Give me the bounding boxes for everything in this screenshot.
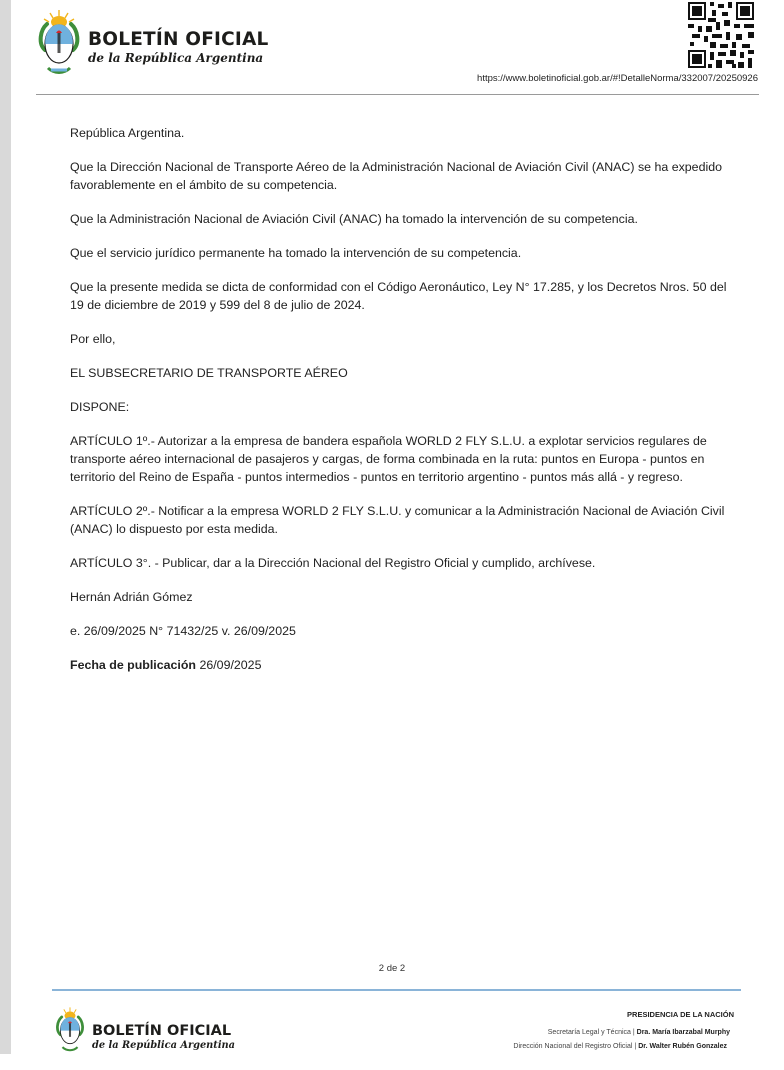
separator: | xyxy=(634,1043,637,1050)
body-paragraph: Que la Administración Nacional de Aviación Civil (ANAC) ha tomado la intervención de su competencia. xyxy=(70,212,638,226)
separator: | xyxy=(632,1029,635,1036)
header-divider xyxy=(36,94,759,95)
publication-date: 26/09/2025 xyxy=(199,658,262,672)
direccion-label: Dirección Nacional del Registro Oficial xyxy=(513,1043,633,1050)
presidencia-label: PRESIDENCIA DE LA NACIÓN xyxy=(627,1010,734,1019)
page-header xyxy=(36,6,758,94)
publication-date-line xyxy=(70,656,730,674)
article-2: ARTÍCULO 2º.- Notificar a la empresa WORLD 2 FLY S.L.U. y comunicar a la Administración Nacional de Aviación Civil (ANAC) lo dispuesto por esta medida. xyxy=(70,504,725,536)
secretaria-name: Dra. María Ibarzabal Murphy xyxy=(636,1029,730,1036)
page-left-edge xyxy=(0,0,11,1054)
document-url: https://www.boletinoficial.gob.ar/#!DetalleNorma/332007/20250926 xyxy=(477,73,758,84)
footer-divider xyxy=(52,989,741,991)
body-paragraph: Que la Dirección Nacional de Transporte Aéreo de la Administración Nacional de Aviación Civil (ANAC) se ha expedido favorablemente en el ámbito de su competencia. xyxy=(70,160,723,192)
document-body xyxy=(70,124,730,690)
brand-subtitle: de la República Argentina xyxy=(88,51,264,65)
footer-brand-subtitle: de la República Argentina xyxy=(92,1040,236,1051)
page-number: 2 de 2 xyxy=(378,963,406,974)
edition-reference: e. 26/09/2025 N° 71432/25 v. 26/09/2025 xyxy=(70,624,296,638)
publication-label: Fecha de publicación xyxy=(70,658,196,672)
footer-brand-title: BOLETÍN OFICIAL xyxy=(92,1023,232,1039)
article-3: ARTÍCULO 3°. - Publicar, dar a la Dirección Nacional del Registro Oficial y cumplido, archívese. xyxy=(70,556,596,570)
qr-code-icon xyxy=(688,2,754,68)
argentine-coat-of-arms-icon xyxy=(54,1006,86,1054)
signatory: Hernán Adrián Gómez xyxy=(70,590,193,604)
dispone-heading: DISPONE: xyxy=(70,400,130,414)
article-1: ARTÍCULO 1º.- Autorizar a la empresa de bandera española WORLD 2 FLY S.L.U. a explotar servicios regulares de transporte aéreo internacional de pasajeros y cargas, de forma combinada en la ruta: puntos en Europa - puntos en territorio del Reino de España - puntos intermedios - puntos en territorio argentino - puntos más allá - y regreso. xyxy=(70,434,707,484)
argentine-coat-of-arms-icon xyxy=(36,8,82,78)
body-paragraph: Por ello, xyxy=(70,332,116,346)
direccion-line xyxy=(513,1043,727,1050)
authority-heading: EL SUBSECRETARIO DE TRANSPORTE AÉREO xyxy=(70,366,348,380)
secretaria-line xyxy=(548,1029,730,1036)
body-paragraph: República Argentina. xyxy=(70,126,185,140)
secretaria-label: Secretaría Legal y Técnica xyxy=(547,1029,631,1036)
body-paragraph: Que el servicio jurídico permanente ha tomado la intervención de su competencia. xyxy=(70,246,522,260)
body-paragraph: Que la presente medida se dicta de conformidad con el Código Aeronáutico, Ley N° 17.285, y los Decretos Nros. 50 del 19 de diciembre de 2019 y 599 del 8 de julio de 2024. xyxy=(70,280,727,312)
direccion-name: Dr. Walter Rubén Gonzalez xyxy=(638,1043,727,1050)
brand-title: BOLETÍN OFICIAL xyxy=(88,29,269,50)
